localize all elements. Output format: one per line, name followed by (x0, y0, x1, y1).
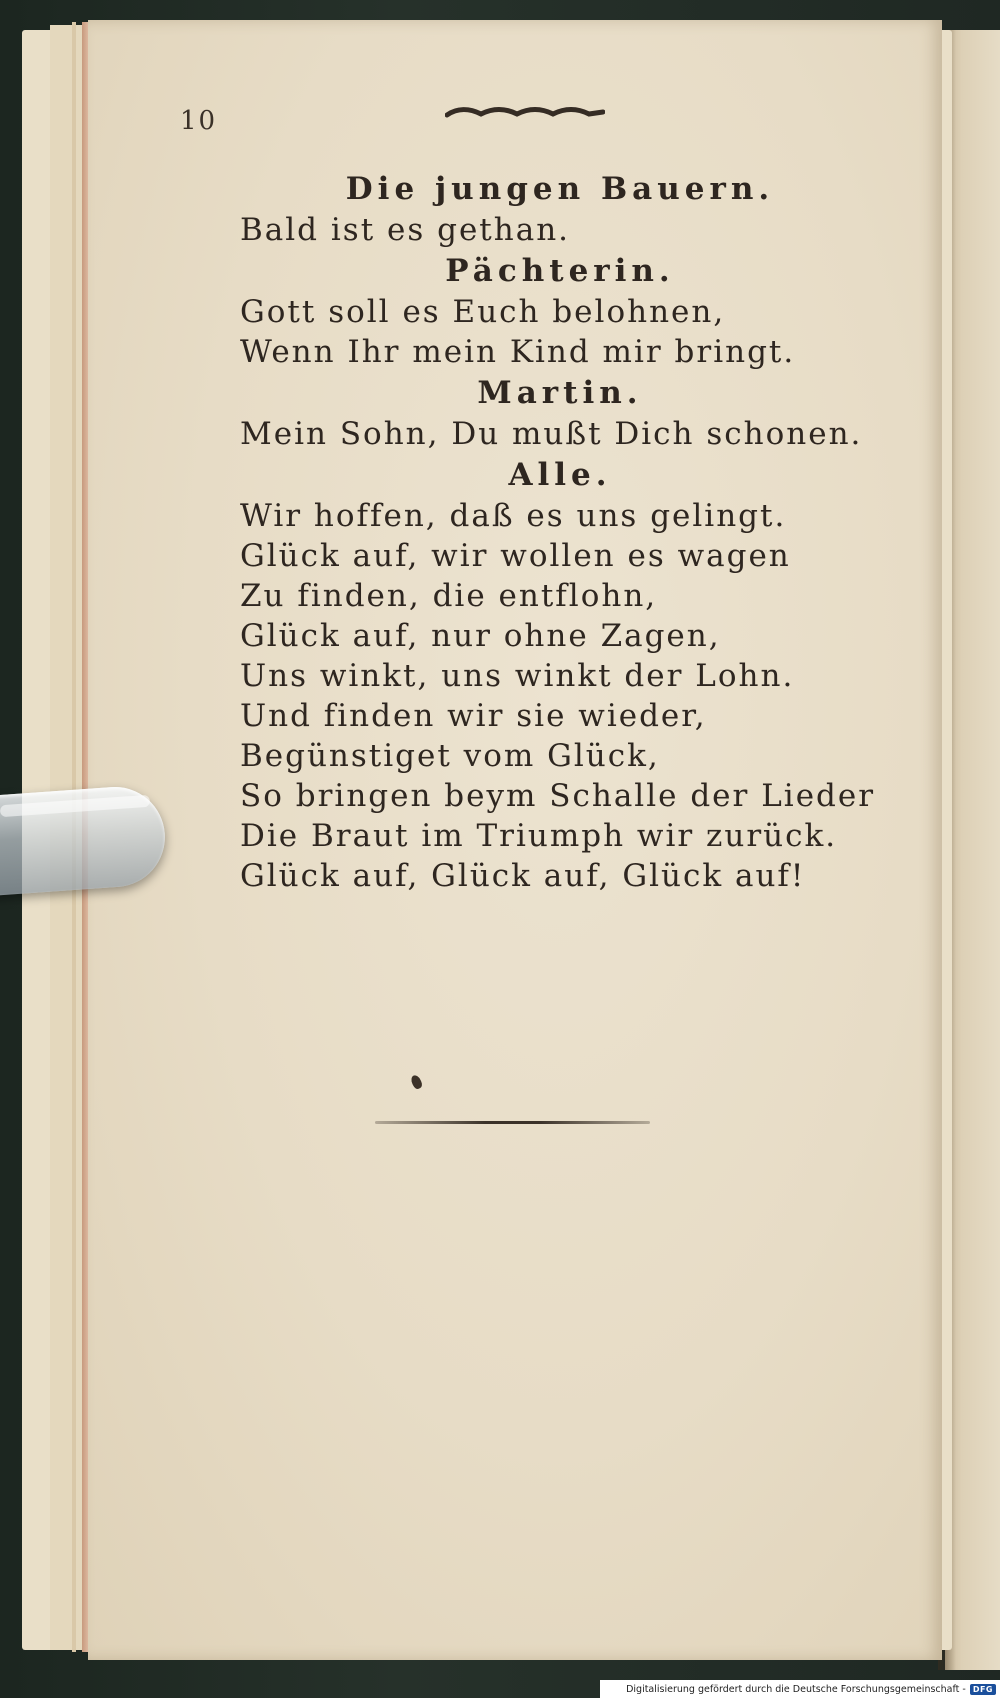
verse-line: Glück auf, Glück auf, Glück auf! (240, 858, 806, 894)
verse-line: Und finden wir sie wieder, (240, 698, 707, 734)
verse-line: Gott soll es Euch belohnen, (240, 294, 726, 330)
digitization-credit (600, 1680, 1000, 1698)
credit-text: Digitalisierung gefördert durch die Deutsche Forschungsgemeinschaft - (626, 1683, 966, 1695)
speaker-label: Alle. (508, 457, 612, 493)
verse-line: Wenn Ihr mein Kind mir bringt. (240, 334, 796, 370)
speaker-label: Pächterin. (445, 253, 675, 289)
speaker-label: Die jungen Bauern. (345, 171, 775, 207)
verse-line: Wir hoffen, daß es uns gelingt. (240, 498, 787, 534)
verse-line: So bringen beym Schalle der Lieder (240, 778, 876, 814)
poem-text (240, 168, 880, 896)
end-rule (375, 1121, 650, 1124)
verse-line: Glück auf, nur ohne Zagen, (240, 618, 721, 654)
verse-line: Zu finden, die entflohn, (240, 578, 658, 614)
verse-line: Bald ist es gethan. (240, 212, 571, 248)
verse-line: Uns winkt, uns winkt der Lohn. (240, 658, 795, 694)
verse-line: Glück auf, wir wollen es wagen (240, 538, 791, 574)
speaker-label: Martin. (477, 375, 643, 411)
verse-line: Mein Sohn, Du mußt Dich schonen. (240, 416, 863, 452)
verse-line: Die Braut im Triumph wir zurück. (240, 818, 838, 854)
page-number: 10 (180, 106, 218, 136)
header-ornament (445, 106, 605, 120)
verse-line: Begünstiget vom Glück, (240, 738, 660, 774)
dfg-logo: DFG (970, 1684, 996, 1695)
